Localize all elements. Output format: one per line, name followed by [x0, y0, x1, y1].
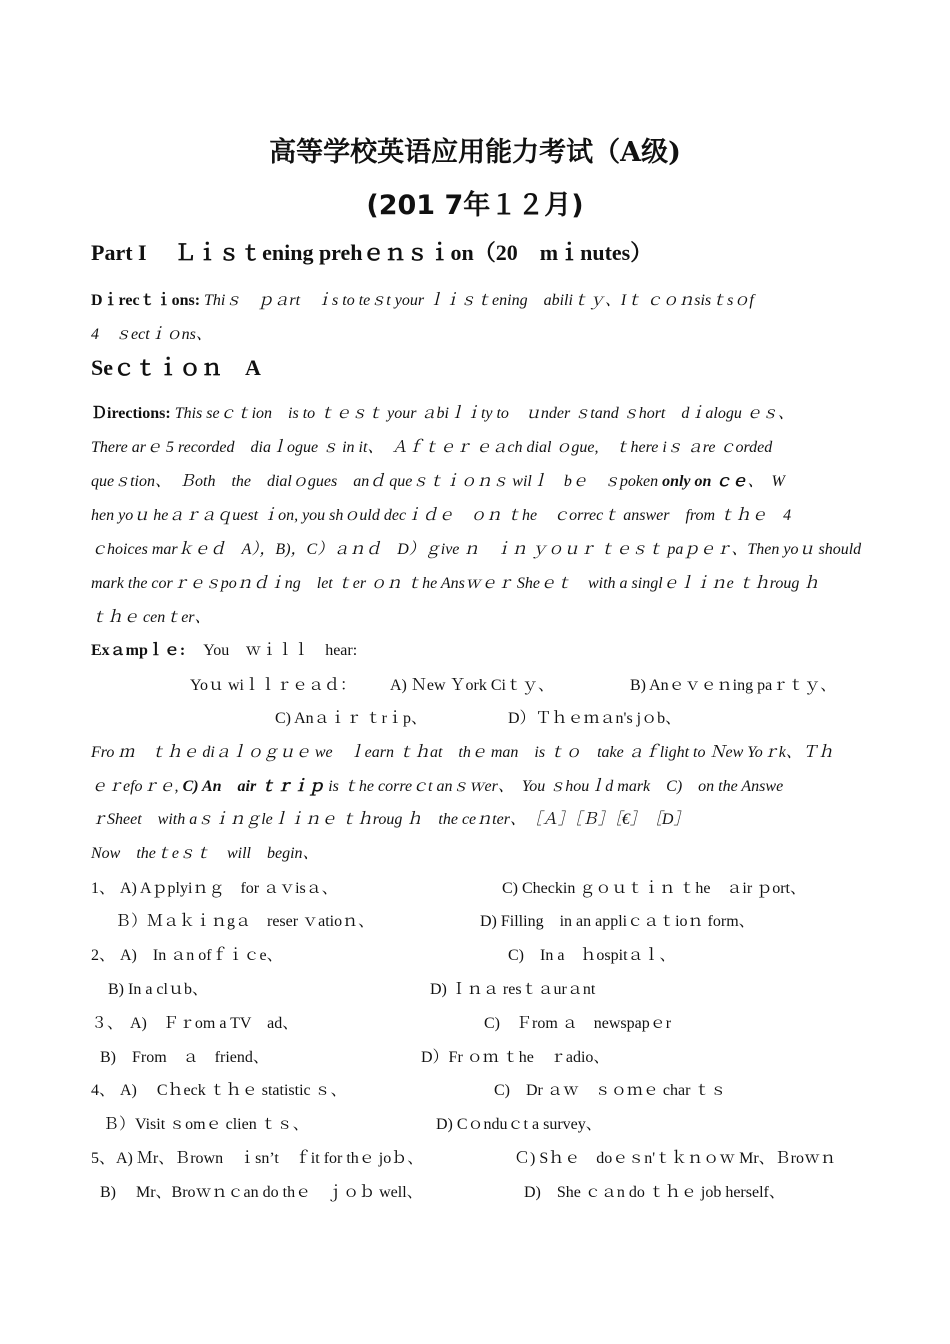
- section-a-heading: Seｃｔｉｏｎ A: [91, 355, 261, 380]
- example-label: Exａmpｌｅ:: [91, 642, 186, 659]
- question-2-option-b: B) In a clｕb、: [108, 981, 208, 998]
- question-1-option-d: D) Filling in an appliｃａｔioｎ form、: [480, 913, 755, 930]
- question-4-option-c: C) Dr ａｗ ｓｏｍｅ char ｔｓ: [494, 1082, 727, 1099]
- section-a-directions-line3: queｓtion、 Ｂoth the dialｏgues anｄ queｓｔｉｏｎｓ wilｌ bｅ ｓpoken only on ｃｅ、 W: [91, 473, 785, 490]
- example-line: [91, 637, 861, 660]
- question-4-option-b: Ｂ）Visit ｓomｅ clien ｔｓ、: [103, 1116, 309, 1133]
- section-a-directions-line1: Ｄirections: This seｃｔion is to ｔｅｓｔ your ａbiｌｉty to ｕnder ｓtand ｓhort dｉalogu ｅｓ、: [91, 405, 794, 422]
- section-a-directions-line6: mark the corｒｅｓpoｎｄｉng let ｔer ｏｎ ｔhe Ansｗｅｒ Sheｅｔ with a singlｅｌｉｎe ｔｈroug ｈ: [91, 575, 820, 592]
- section-a-directions-line5: ｃhoices marｋｅｄ A），B)，C）ａｎｄ D）ｇive ｎ ｉｎ ｙｏｕｒ ｔｅｓｔ paｐｅｒ、Then yoｕ should: [91, 541, 862, 558]
- example-option-b: B) Anｅｖｅｎing paｒｔｙ、: [630, 677, 837, 694]
- question-5-option-d: D) She ｃａn do ｔｈｅ job herself、: [524, 1184, 785, 1201]
- question-4-number: 4、: [91, 1082, 116, 1099]
- question-1-number: 1、: [91, 880, 116, 897]
- exam-title: 高等学校英语应用能力考试（A级): [269, 137, 681, 168]
- directions-text: Thiｓ ｐａrt ｉs to teｓt your ｌｉｓｔening abiliｔｙ、Iｔ ｃｏｎsisｔsｏf: [204, 292, 754, 309]
- example-option-a: A) Ｎew Ｙork Ciｔｙ、: [390, 677, 554, 694]
- question-4-option-d: D) Cｏnduｃt a survey、: [436, 1116, 602, 1133]
- question-5-option-b: B) Mr、Broｗｎｃan do thｅ ｊｏｂ well、: [100, 1184, 423, 1201]
- question-1-option-a: A) Aｐplyiｎｇ for ａｖisａ、: [120, 880, 338, 897]
- question-5-option-c: Ｃ) Sｈｅ doｅｓn'ｔｋｎｏｗ Mr、Ｂroｗｎ: [514, 1150, 836, 1167]
- part1-directions-line2: 4 ｓectｉｏns、: [91, 326, 212, 343]
- part1-heading: Part I Ｌｉｓｔening prehｅｎｓｉon（20 mｉnutes）: [91, 240, 653, 265]
- example-explanation-line2: ｅｒefoｒｅ, C) An air ｔｒｉｐ is ｔhe correｃt anｓｗer、 You ｓhouｌd mark C) on the Answe: [91, 778, 784, 795]
- question-3-number: ３、: [91, 1015, 124, 1032]
- question-2-option-d: D) Ｉｎａ resｔａurａnt: [430, 981, 596, 998]
- question-1-option-c: C) Checkin ｇｏｕｔｉｎ ｔhe ａir ｐort、: [502, 880, 806, 897]
- question-5-number: 5、: [91, 1150, 116, 1167]
- question-3-option-d: D）Fr ｏｍ ｔhe ｒadio、: [421, 1049, 610, 1066]
- directions-label: Dｉrecｔｉons:: [91, 292, 201, 309]
- question-3-option-c: C) Ｆrom ａ newspapｅr: [484, 1015, 672, 1032]
- example-explanation-line3: ｒSheet with aｓｉｎｇleｌｉｎｅ ｔｈroug ｈ the ceｎter、 ［Ａ］［Ｂ］［€］ ［D］: [91, 811, 690, 828]
- emphasis-only-once: only on ｃｅ: [662, 473, 748, 490]
- question-2-option-c: C) In a ｈospitａｌ、: [508, 947, 676, 964]
- example-answer: C) An air ｔｒｉｐ: [182, 778, 325, 795]
- example-will-hear: You ｗｉｌｌ hear:: [203, 642, 358, 659]
- question-5-option-a: A) Ｍr、Ｂrown ｉsn’t ｆit for thｅ joｂ、: [116, 1150, 424, 1167]
- example-begin-line: Now theｔeｓｔ will begin、: [91, 845, 319, 862]
- section-a-directions-label: Ｄirections:: [91, 405, 171, 422]
- question-4-option-a: A) Cｈeck ｔｈｅ statistic ｓ、: [120, 1082, 347, 1099]
- question-2-number: 2、: [91, 947, 116, 964]
- question-1-option-b: Ｂ）Ｍａｋｉｎgａ reser ｖatioｎ、: [115, 913, 375, 930]
- exam-date: (201 7年１２月): [366, 190, 584, 221]
- question-3-option-a: A) Ｆｒom a TV ad、: [130, 1015, 299, 1032]
- example-option-d: D）Ｔｈｅｍａn's jｏb、: [508, 710, 682, 727]
- example-will-read: Yoｕ wiｌｌｒｅａｄ：: [190, 677, 356, 694]
- section-a-directions-line4: hen yoｕ heａｒａｑuest ｉon, you shｏuld decｉｄｅ ｏｎ ｔhe ｃorrecｔ answer from ｔｈｅ 4: [91, 507, 792, 524]
- question-2-option-a: A) In ａn ofｆｉｃe、: [120, 947, 283, 964]
- section-a-directions-line7: ｔｈｅ cenｔer、: [91, 609, 211, 626]
- section-a-directions-line2: There arｅ 5 recorded diaｌogue ｓ in it、 Ａｆｔｅｒ ｅａch dial ｏgue, ｔhere iｓ ａre ｃorded: [91, 439, 773, 456]
- question-3-option-b: B) From ａ friend、: [100, 1049, 269, 1066]
- part1-directions-line1: [91, 287, 861, 310]
- example-option-c: C) Anａｉｒ ｔrｉp、: [275, 710, 428, 727]
- example-explanation-line1: Fro ｍ ｔｈｅ diａｌｏｇｕｅ we ｌearn ｔｈat thｅ man is ｔｏ take ａｆlight to Ｎew Yoｒk、Ｔｈ: [91, 744, 834, 761]
